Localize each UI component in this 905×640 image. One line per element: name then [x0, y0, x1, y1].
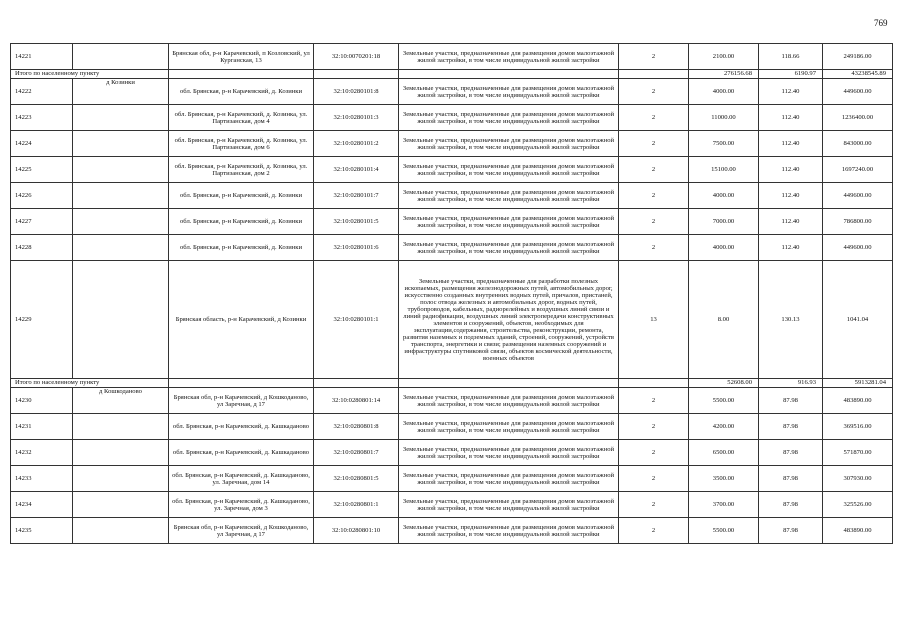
- settlement-name: [73, 414, 169, 440]
- area: 2100.00: [689, 44, 759, 70]
- area: 8.00: [689, 261, 759, 379]
- cadastral-value: 449600.00: [823, 235, 893, 261]
- empty-cell: [169, 379, 314, 388]
- table-row: [11, 261, 893, 379]
- row-id: 14230: [11, 388, 73, 414]
- area: 11000.00: [689, 105, 759, 131]
- subtotal-value: 43238545.89: [823, 70, 893, 79]
- settlement-name: д Кошкоданово: [73, 388, 169, 414]
- rate: 87.98: [759, 388, 823, 414]
- rate: 112.40: [759, 183, 823, 209]
- category: 2: [619, 183, 689, 209]
- cadastral-value: 571870.00: [823, 440, 893, 466]
- address: обл. Брянская, р-н Карачевский, д. Кашкаданово: [169, 440, 314, 466]
- category: 2: [619, 131, 689, 157]
- address: обл. Брянская, р-н Карачевский, д. Козинка, ул. Партизанская, дом 6: [169, 131, 314, 157]
- settlement-name: [73, 518, 169, 544]
- category: 2: [619, 235, 689, 261]
- table-row: [11, 466, 893, 492]
- subtotal-area: 276156.68: [689, 70, 759, 79]
- category: 13: [619, 261, 689, 379]
- cadastral-value: 449600.00: [823, 183, 893, 209]
- cadastral-number: 32:10:0280101:1: [314, 261, 399, 379]
- table-row: [11, 157, 893, 183]
- settlement-name: [73, 261, 169, 379]
- empty-cell: [399, 70, 619, 79]
- land-use: Земельные участки, предназначенные для размещения домов малоэтажной жилой застройки, в том числе индивидуальной жилой застройки: [399, 492, 619, 518]
- category: 2: [619, 157, 689, 183]
- area: 4000.00: [689, 235, 759, 261]
- cadastral-number: 32:10:0070201:18: [314, 44, 399, 70]
- cadastral-number: 32:10:0280801:10: [314, 518, 399, 544]
- category: 2: [619, 105, 689, 131]
- address: обл. Брянская, р-н Карачевский, д. Козинки: [169, 79, 314, 105]
- land-use: Земельные участки, предназначенные для размещения домов малоэтажной жилой застройки, в том числе индивидуальной жилой застройки: [399, 131, 619, 157]
- cadastral-number: 32:10:0280801:14: [314, 388, 399, 414]
- address: Брянская обл, р-н Карачевский, д Кошкоданово, ул Заречная, д 17: [169, 518, 314, 544]
- cadastral-number: 32:10:0280801:7: [314, 440, 399, 466]
- category: 2: [619, 466, 689, 492]
- address: обл. Брянская, р-н Карачевский, д. Кашкаданово, ул. Заречная, дом 14: [169, 466, 314, 492]
- rate: 112.40: [759, 235, 823, 261]
- row-id: 14228: [11, 235, 73, 261]
- row-id: 14231: [11, 414, 73, 440]
- cadastral-number: 32:10:0280801:1: [314, 492, 399, 518]
- settlement-name: д Козинки: [73, 79, 169, 105]
- rate: 112.40: [759, 157, 823, 183]
- table-row: [11, 183, 893, 209]
- cadastral-number: 32:10:0280101:2: [314, 131, 399, 157]
- cadastral-number: 32:10:0280801:8: [314, 414, 399, 440]
- rate: 87.98: [759, 518, 823, 544]
- cadastral-value: 786800.00: [823, 209, 893, 235]
- land-use: Земельные участки, предназначенные для размещения домов малоэтажной жилой застройки, в том числе индивидуальной жилой застройки: [399, 79, 619, 105]
- rate: 87.98: [759, 414, 823, 440]
- subtotal-row: [11, 379, 893, 388]
- table-row: [11, 414, 893, 440]
- cadastral-number: 32:10:0280101:3: [314, 105, 399, 131]
- table-row: [11, 492, 893, 518]
- cadastral-value: 1697240.00: [823, 157, 893, 183]
- cadastral-value: 1236400.00: [823, 105, 893, 131]
- address: обл. Брянская, р-н Карачевский, д. Козинка, ул. Партизанская, дом 2: [169, 157, 314, 183]
- row-id: 14233: [11, 466, 73, 492]
- row-id: 14223: [11, 105, 73, 131]
- row-id: 14235: [11, 518, 73, 544]
- category: 2: [619, 79, 689, 105]
- land-use: Земельные участки, предназначенные для размещения домов малоэтажной жилой застройки, в том числе индивидуальной жилой застройки: [399, 235, 619, 261]
- land-use: Земельные участки, предназначенные для разработки полезных ископаемых, размещения железнодорожных путей, автомобильных дорог, искусственно созданных внутренних водных путей, причалов, пристаней, полос отвода железных и автомобильных дорог, водных путей, трубопроводов, кабельных, радиорелейных и воздушных линий связи и линий радиофикации, воздушных линий электропередачи конструктивных элементов и сооружений, объектов, необходимых для эксплуатации,содержания, строительства, реконструкции, ремонта, развития наземных и подземных зданий, строений, сооружений, устройств транспорта, энергетики и связи; размещения наземных сооружений и инфраструктуры спутниковой связи, объектов космической деятельности, военных объектов: [399, 261, 619, 379]
- table-row: [11, 388, 893, 414]
- settlement-name: [73, 157, 169, 183]
- rate: 112.40: [759, 131, 823, 157]
- land-use: Земельные участки, предназначенные для размещения домов малоэтажной жилой застройки, в том числе индивидуальной жилой застройки: [399, 183, 619, 209]
- land-use: Земельные участки, предназначенные для размещения домов малоэтажной жилой застройки, в том числе индивидуальной жилой застройки: [399, 209, 619, 235]
- area: 4000.00: [689, 79, 759, 105]
- land-use: Земельные участки, предназначенные для размещения домов малоэтажной жилой застройки, в том числе индивидуальной жилой застройки: [399, 388, 619, 414]
- area: 3500.00: [689, 466, 759, 492]
- row-id: 14234: [11, 492, 73, 518]
- category: 2: [619, 44, 689, 70]
- category: 2: [619, 440, 689, 466]
- rate: 87.98: [759, 466, 823, 492]
- address: Брянская обл, р-н Карачевский, д Кошкоданово, ул Заречная, д 17: [169, 388, 314, 414]
- table-row: [11, 209, 893, 235]
- area: 7000.00: [689, 209, 759, 235]
- rate: 87.98: [759, 492, 823, 518]
- empty-cell: [619, 70, 689, 79]
- rate: 112.40: [759, 79, 823, 105]
- row-id: 14227: [11, 209, 73, 235]
- cadastral-number: 32:10:0280801:5: [314, 466, 399, 492]
- empty-cell: [314, 379, 399, 388]
- land-use: Земельные участки, предназначенные для размещения домов малоэтажной жилой застройки, в том числе индивидуальной жилой застройки: [399, 105, 619, 131]
- land-registry-table: [10, 43, 893, 544]
- category: 2: [619, 518, 689, 544]
- page-number: 769: [874, 18, 888, 28]
- address: обл. Брянская, р-н Карачевский, д. Кашкаданово, ул. Заречная, дом 3: [169, 492, 314, 518]
- settlement-name: [73, 131, 169, 157]
- cadastral-number: 32:10:0280101:4: [314, 157, 399, 183]
- empty-cell: [169, 70, 314, 79]
- subtotal-rate: 916.93: [759, 379, 823, 388]
- address: Брянская область, р-н Карачевский, д Козинки: [169, 261, 314, 379]
- cadastral-value: 1041.04: [823, 261, 893, 379]
- cadastral-number: 32:10:0280101:7: [314, 183, 399, 209]
- row-id: 14232: [11, 440, 73, 466]
- area: 5500.00: [689, 518, 759, 544]
- cadastral-value: 483890.00: [823, 518, 893, 544]
- table-row: [11, 44, 893, 70]
- area: 7500.00: [689, 131, 759, 157]
- settlement-name: [73, 209, 169, 235]
- area: 3700.00: [689, 492, 759, 518]
- rate: 118.66: [759, 44, 823, 70]
- row-id: 14229: [11, 261, 73, 379]
- row-id: 14221: [11, 44, 73, 70]
- table-row: [11, 105, 893, 131]
- empty-cell: [619, 379, 689, 388]
- table-row: [11, 518, 893, 544]
- settlement-name: [73, 105, 169, 131]
- cadastral-value: 325526.00: [823, 492, 893, 518]
- cadastral-number: 32:10:0280101:8: [314, 79, 399, 105]
- land-use: Земельные участки, предназначенные для размещения домов малоэтажной жилой застройки, в том числе индивидуальной жилой застройки: [399, 440, 619, 466]
- cadastral-value: 249186.00: [823, 44, 893, 70]
- address: обл. Брянская, р-н Карачевский, д. Козинки: [169, 235, 314, 261]
- land-use: Земельные участки, предназначенные для размещения домов малоэтажной жилой застройки, в том числе индивидуальной жилой застройки: [399, 414, 619, 440]
- row-id: 14225: [11, 157, 73, 183]
- table-row: [11, 440, 893, 466]
- address: обл. Брянская, р-н Карачевский, д. Кашкаданово: [169, 414, 314, 440]
- address: обл. Брянская, р-н Карачевский, д. Козинка, ул. Партизанская, дом 4: [169, 105, 314, 131]
- row-id: 14224: [11, 131, 73, 157]
- area: 5500.00: [689, 388, 759, 414]
- table-row: [11, 131, 893, 157]
- rate: 130.13: [759, 261, 823, 379]
- cadastral-number: 32:10:0280101:5: [314, 209, 399, 235]
- address: Брянская обл, р-н Карачевский, п Козловский, ул Курганская, 13: [169, 44, 314, 70]
- cadastral-value: 307930.00: [823, 466, 893, 492]
- area: 4000.00: [689, 183, 759, 209]
- settlement-name: [73, 492, 169, 518]
- area: 6500.00: [689, 440, 759, 466]
- settlement-name: [73, 183, 169, 209]
- land-use: Земельные участки, предназначенные для размещения домов малоэтажной жилой застройки, в том числе индивидуальной жилой застройки: [399, 157, 619, 183]
- subtotal-area: 52608.00: [689, 379, 759, 388]
- rate: 112.40: [759, 105, 823, 131]
- category: 2: [619, 388, 689, 414]
- area: 4200.00: [689, 414, 759, 440]
- cadastral-number: 32:10:0280101:6: [314, 235, 399, 261]
- area: 15100.00: [689, 157, 759, 183]
- subtotal-rate: 6190.97: [759, 70, 823, 79]
- table-row: [11, 235, 893, 261]
- address: обл. Брянская, р-н Карачевский, д. Козинки: [169, 183, 314, 209]
- settlement-name: [73, 44, 169, 70]
- empty-cell: [314, 70, 399, 79]
- cadastral-value: 449600.00: [823, 79, 893, 105]
- category: 2: [619, 492, 689, 518]
- land-use: Земельные участки, предназначенные для размещения домов малоэтажной жилой застройки, в том числе индивидуальной жилой застройки: [399, 44, 619, 70]
- address: обл. Брянская, р-н Карачевский, д. Козинки: [169, 209, 314, 235]
- category: 2: [619, 414, 689, 440]
- subtotal-value: 5913281.04: [823, 379, 893, 388]
- settlement-name: [73, 466, 169, 492]
- rate: 112.40: [759, 209, 823, 235]
- row-id: 14222: [11, 79, 73, 105]
- cadastral-value: 369516.00: [823, 414, 893, 440]
- subtotal-label: Итого по населенному пункту: [11, 379, 169, 388]
- land-use: Земельные участки, предназначенные для размещения домов малоэтажной жилой застройки, в том числе индивидуальной жилой застройки: [399, 466, 619, 492]
- subtotal-label: Итого по населенному пункту: [11, 70, 169, 79]
- cadastral-value: 843000.00: [823, 131, 893, 157]
- settlement-name: [73, 440, 169, 466]
- rate: 87.98: [759, 440, 823, 466]
- cadastral-value: 483890.00: [823, 388, 893, 414]
- table-row: [11, 79, 893, 105]
- settlement-name: [73, 235, 169, 261]
- land-use: Земельные участки, предназначенные для размещения домов малоэтажной жилой застройки, в том числе индивидуальной жилой застройки: [399, 518, 619, 544]
- subtotal-row: [11, 70, 893, 79]
- empty-cell: [399, 379, 619, 388]
- category: 2: [619, 209, 689, 235]
- row-id: 14226: [11, 183, 73, 209]
